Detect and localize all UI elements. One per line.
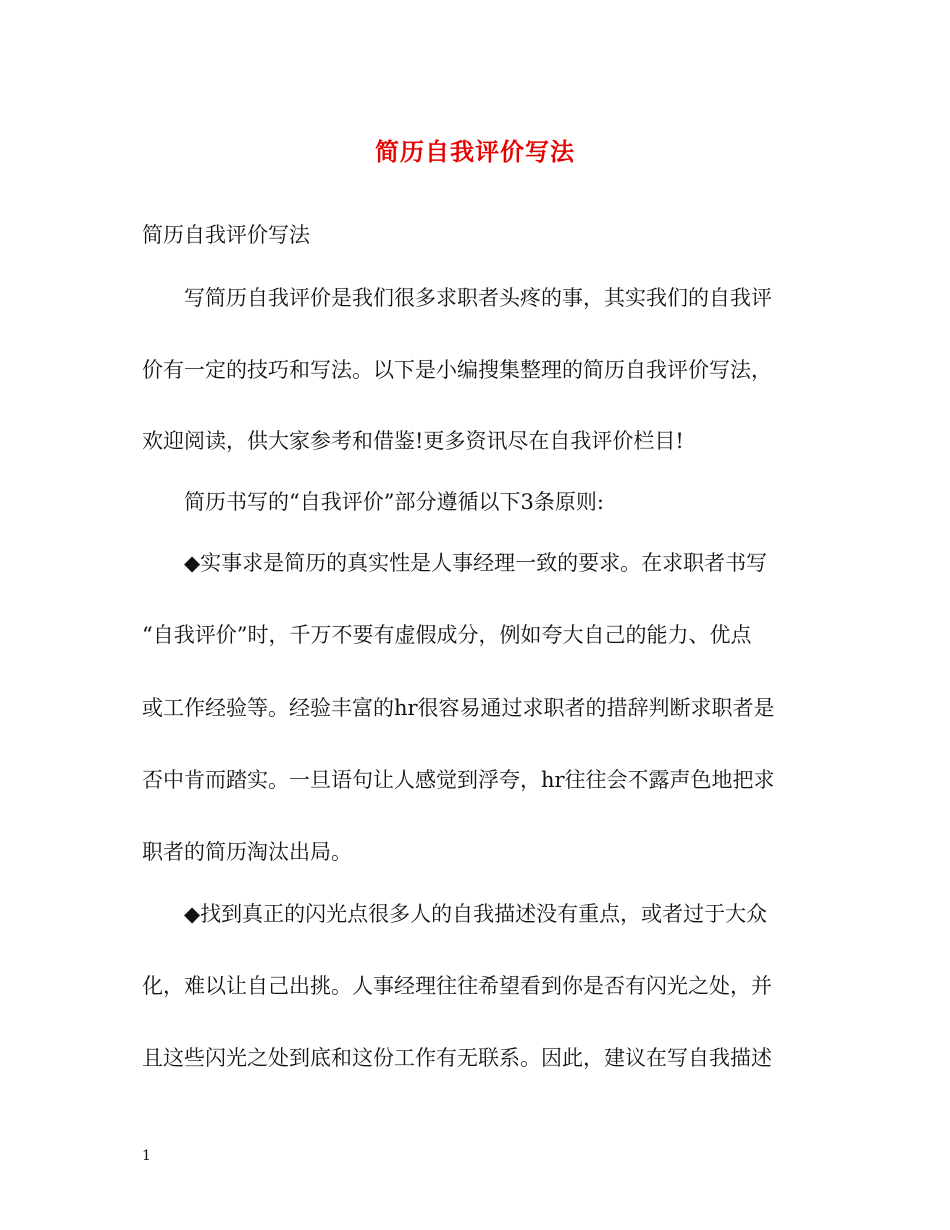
paragraph-line: 简历书写的“自我评价”部分遵循以下3条原则:: [184, 490, 604, 514]
paragraph-line: 否中肯而踏实。一旦语句让人感觉到浮夸，hr往往会不露声色地把求: [142, 768, 775, 792]
paragraph-line: 价有一定的技巧和写法。以下是小编搜集整理的简历自我评价写法，: [142, 358, 772, 382]
subtitle-line: 简历自我评价写法: [142, 223, 310, 247]
paragraph-line: 写简历自我评价是我们很多求职者头疼的事，其实我们的自我评: [184, 286, 772, 310]
paragraph-line: 化，难以让自己出挑。人事经理往往希望看到你是否有闪光之处，并: [142, 974, 772, 998]
paragraph-line: ◆找到真正的闪光点很多人的自我描述没有重点，或者过于大众: [184, 902, 768, 926]
paragraph-line: 且这些闪光之处到底和这份工作有无联系。因此，建议在写自我描述: [142, 1046, 772, 1070]
paragraph-line: 或工作经验等。经验丰富的hr很容易通过求职者的措辞判断求职者是: [142, 696, 775, 720]
paragraph-line: 职者的简历淘汰出局。: [142, 840, 352, 864]
paragraph-line: 欢迎阅读，供大家参考和借鉴!更多资讯尽在自我评价栏目!: [142, 429, 684, 453]
document-title: 简历自我评价写法: [375, 137, 575, 166]
paragraph-line: “自我评价”时，千万不要有虚假成分，例如夸大自己的能力、优点: [142, 623, 752, 647]
paragraph-line: ◆实事求是简历的真实性是人事经理一致的要求。在求职者书写: [184, 551, 768, 575]
page-number: 1: [142, 1148, 151, 1164]
